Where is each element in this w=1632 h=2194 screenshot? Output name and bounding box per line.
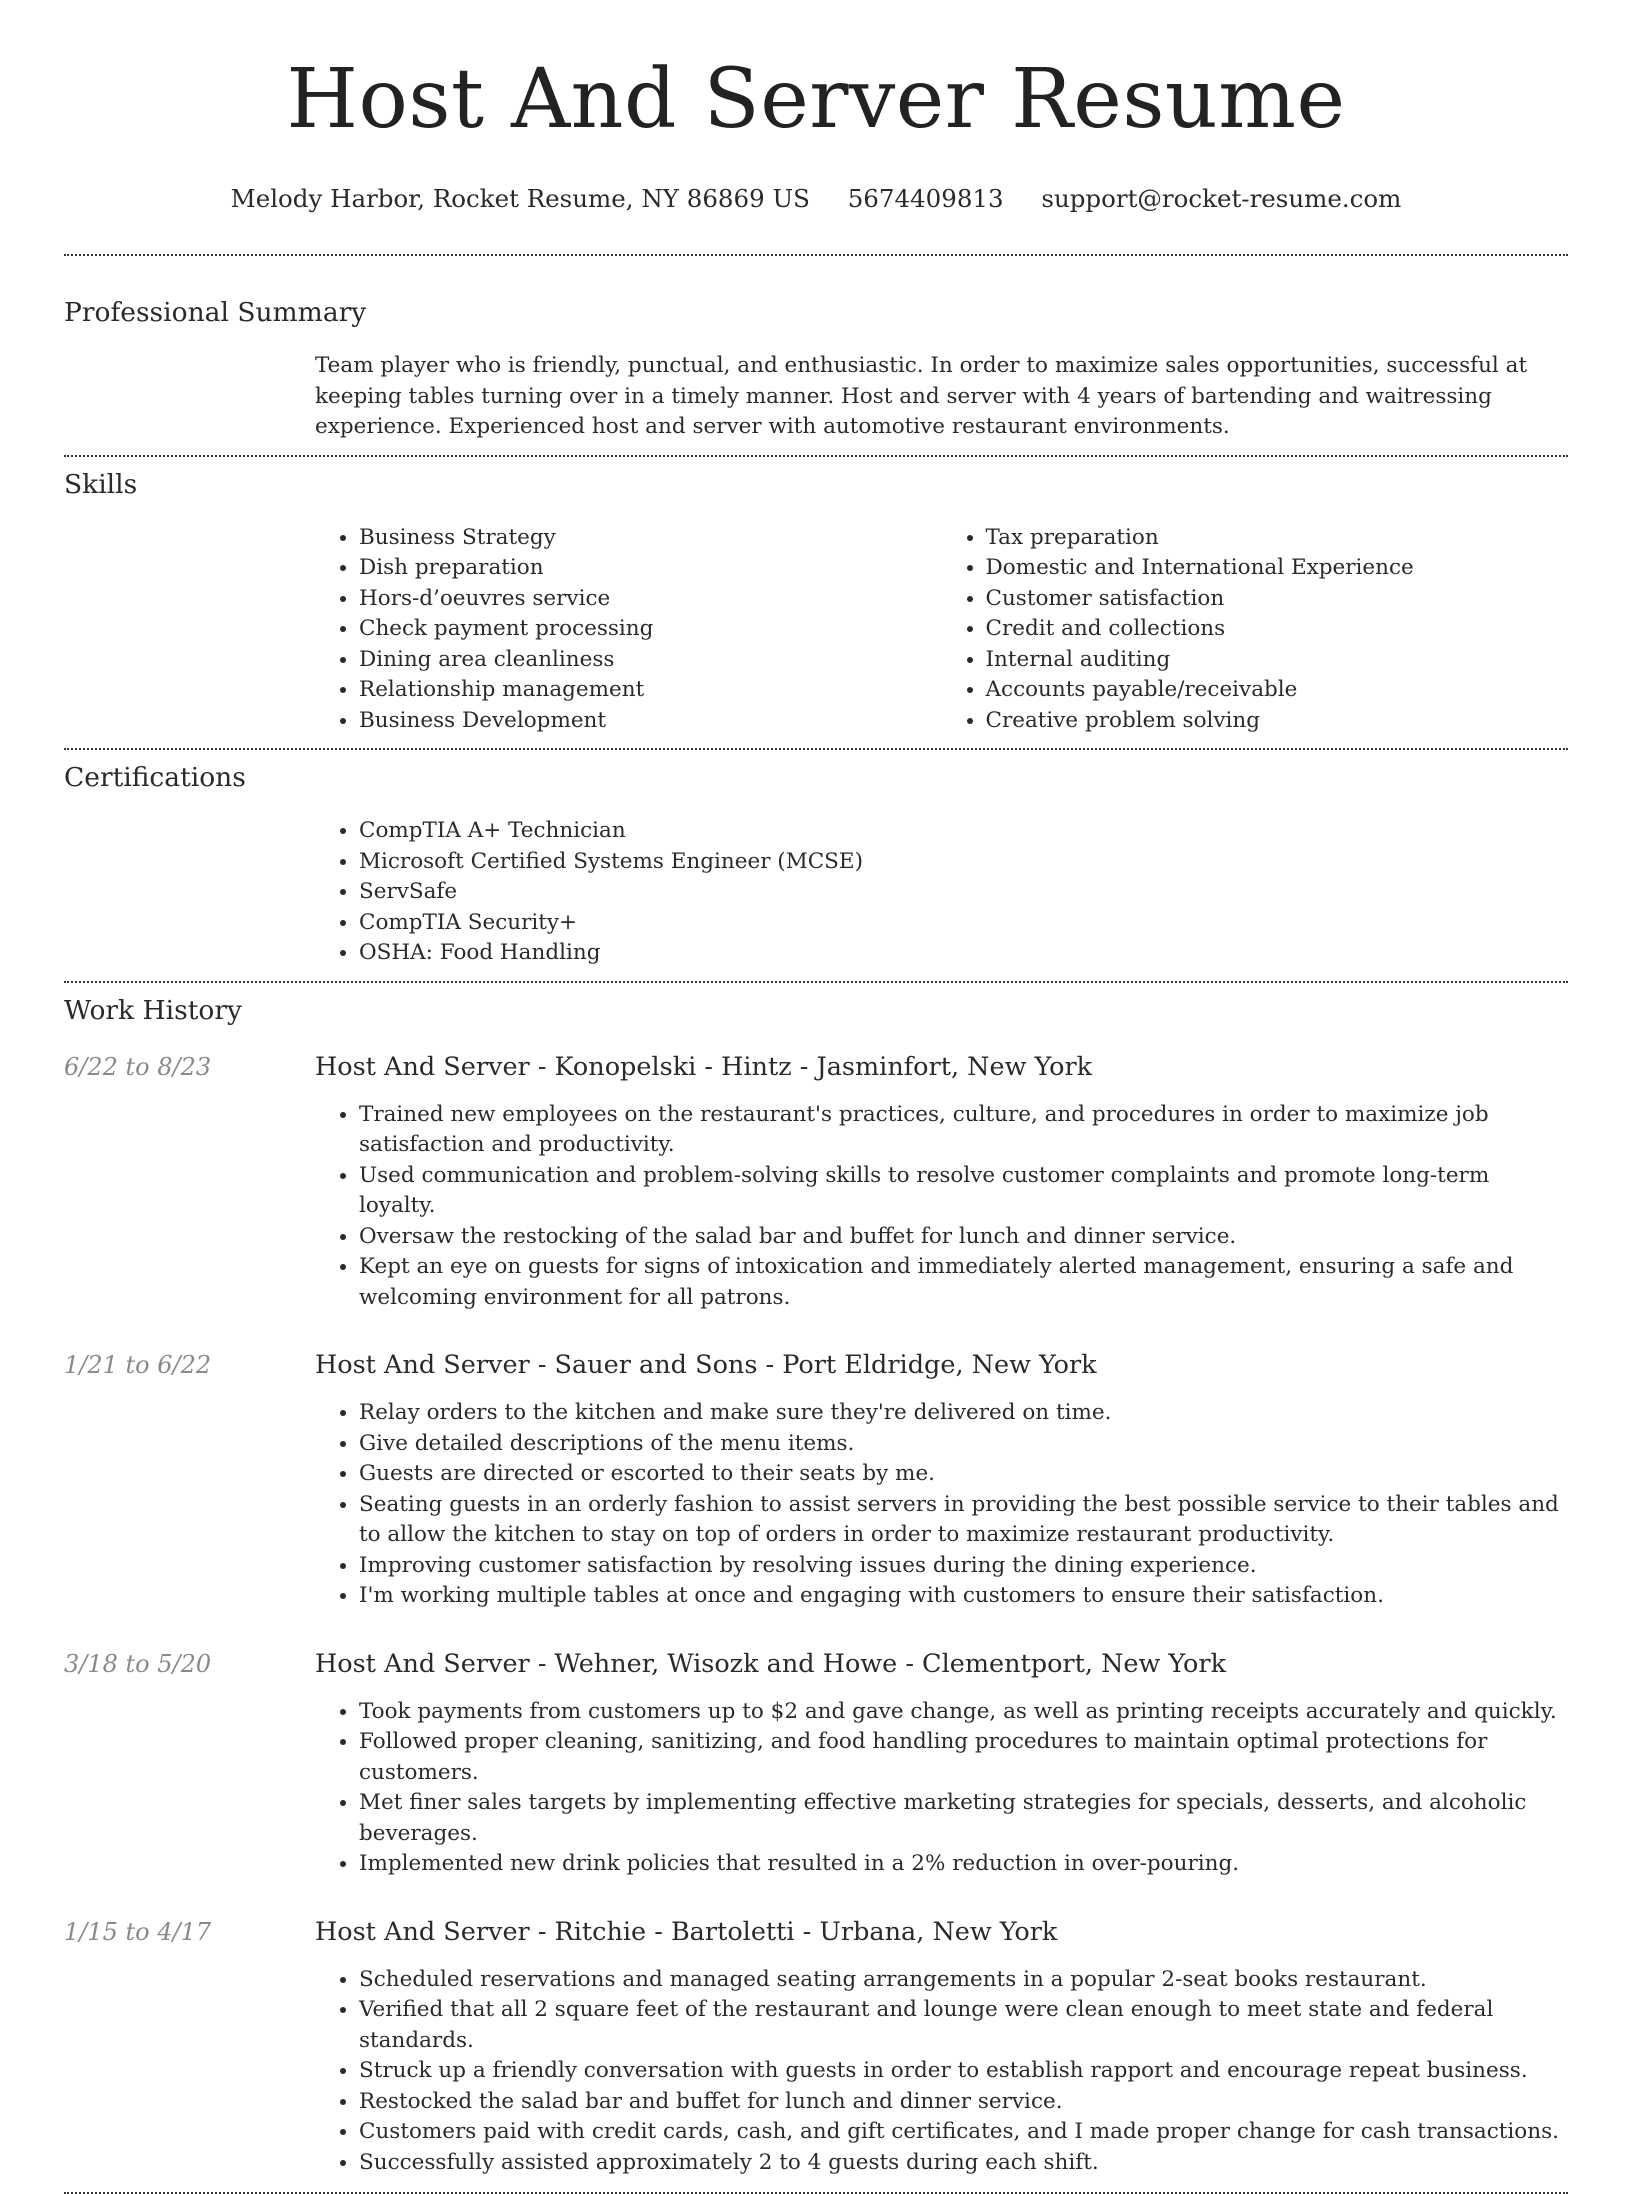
job-bullets [315, 1398, 1568, 1612]
section-divider [64, 254, 1568, 256]
list-item: • Improving customer satisfaction by resolving issues during the dining experience. [359, 1551, 1568, 1582]
list-item: • Dining area cleanliness [359, 645, 942, 676]
skills-heading: Skills [64, 468, 138, 500]
job-title: Host And Server - Wehner, Wisozk and Howe - Clementport, New York [315, 1648, 1227, 1679]
list-item: • I'm working multiple tables at once and engaging with customers to ensure their satisfaction. [359, 1581, 1568, 1612]
list-item: • Hors-d’oeuvres service [359, 584, 942, 615]
work-history-section [64, 995, 1568, 2179]
skills-section [64, 469, 1568, 737]
list-item: • Business Development [359, 706, 942, 737]
job-bullets [315, 1965, 1568, 2179]
certifications-heading: Certifications [64, 762, 246, 793]
skills-list-left [315, 523, 942, 737]
list-item: • ServSafe [359, 877, 1568, 908]
certifications-body [315, 816, 1568, 969]
list-item: • Customer satisfaction [986, 584, 1569, 615]
section-divider [64, 455, 1568, 457]
job-entry [64, 1649, 1568, 1880]
job-dates: 1/21 to 6/22 [64, 1351, 212, 1379]
list-item: • Took payments from customers up to $2 and gave change, as well as printing receipts accurately and quickly. [359, 1697, 1568, 1728]
list-item: • Accounts payable/receivable [986, 675, 1569, 706]
contact-phone: 5674409813 [847, 184, 1004, 213]
list-item: • Customers paid with credit cards, cash, and gift certificates, and I made proper change for cash transactions. [359, 2117, 1568, 2148]
list-item: • Dish preparation [359, 553, 942, 584]
job-bullets [315, 1100, 1568, 1314]
list-item: • Used communication and problem-solving skills to resolve customer complaints and promote long-term loyalty. [359, 1161, 1568, 1222]
job-entry [64, 1052, 1568, 1314]
list-item: • Credit and collections [986, 614, 1569, 645]
job-title: Host And Server - Sauer and Sons - Port Eldridge, New York [315, 1350, 1097, 1380]
list-item: • Successfully assisted approximately 2 to 4 guests during each shift. [359, 2148, 1568, 2179]
list-item: • Guests are directed or escorted to their seats by me. [359, 1459, 1568, 1490]
resume-page [64, 0, 1568, 2194]
list-item: • Implemented new drink policies that resulted in a 2% reduction in over-pouring. [359, 1849, 1568, 1880]
job-dates: 6/22 to 8/23 [64, 1052, 212, 1081]
job-entry [64, 1350, 1568, 1612]
list-item: • Met finer sales targets by implementing effective marketing strategies for specials, desserts, and alcoholic beverages. [359, 1788, 1568, 1849]
certifications-section [64, 762, 1568, 969]
list-item: • OSHA: Food Handling [359, 938, 1568, 969]
resume-title: Host And Server Resume [286, 52, 1346, 147]
list-item: • Scheduled reservations and managed seating arrangements in a popular 2-seat books restaurant. [359, 1965, 1568, 1996]
skills-columns [315, 523, 1568, 737]
job-bullets [315, 1697, 1568, 1880]
list-item: • Relay orders to the kitchen and make sure they're delivered on time. [359, 1398, 1568, 1429]
job-dates: 3/18 to 5/20 [64, 1649, 212, 1678]
list-item: • Check payment processing [359, 614, 942, 645]
summary-text: Team player who is friendly, punctual, and enthusiastic. In order to maximize sales opportunities, successful at keeping tables turning over in a timely manner. Host and server with 4 years of bartending and waitressing experience. Experienced host and server with automotive restaurant environments. [315, 353, 1528, 439]
summary-heading: Professional Summary [64, 297, 367, 328]
list-item: • Creative problem solving [986, 706, 1569, 737]
job-title: Host And Server - Ritchie - Bartoletti - Urbana, New York [315, 1916, 1058, 1947]
section-divider [64, 981, 1568, 983]
section-divider [64, 748, 1568, 750]
list-item: • Seating guests in an orderly fashion to assist servers in providing the best possible service to their tables and to allow the kitchen to stay on top of orders in order to maximize restaurant productivity. [359, 1490, 1568, 1551]
list-item: • Verified that all 2 square feet of the restaurant and lounge were clean enough to meet state and federal standards. [359, 1995, 1568, 2056]
job-title: Host And Server - Konopelski - Hintz - Jasminfort, New York [315, 1051, 1093, 1082]
list-item: • CompTIA Security+ [359, 908, 1568, 939]
list-item: • Struck up a friendly conversation with guests in order to establish rapport and encourage repeat business. [359, 2056, 1568, 2087]
list-item: • Business Strategy [359, 523, 942, 554]
list-item: • Followed proper cleaning, sanitizing, and food handling procedures to maintain optimal protections for customers. [359, 1727, 1568, 1788]
contact-email: support@rocket-resume.com [1041, 184, 1402, 213]
skills-list-right [942, 523, 1569, 737]
work-history-heading: Work History [64, 994, 242, 1026]
list-item: • CompTIA A+ Technician [359, 816, 1568, 847]
list-item: • Trained new employees on the restaurant's practices, culture, and procedures in order to maximize job satisfaction and productivity. [359, 1100, 1568, 1161]
contact-address: Melody Harbor, Rocket Resume, NY 86869 US [230, 184, 810, 213]
certifications-list [315, 816, 1568, 969]
list-item: • Domestic and International Experience [986, 553, 1569, 584]
job-entry [64, 1917, 1568, 2179]
list-item: • Restocked the salad bar and buffet for lunch and dinner service. [359, 2087, 1568, 2118]
list-item: • Internal auditing [986, 645, 1569, 676]
summary-section [64, 297, 1568, 443]
job-dates: 1/15 to 4/17 [64, 1917, 212, 1946]
list-item: • Oversaw the restocking of the salad bar and buffet for lunch and dinner service. [359, 1222, 1568, 1253]
list-item: • Tax preparation [986, 523, 1569, 554]
contact-line [64, 184, 1568, 214]
list-item: • Give detailed descriptions of the menu items. [359, 1429, 1568, 1460]
list-item: • Kept an eye on guests for signs of intoxication and immediately alerted management, ensuring a safe and welcoming environment for all patrons. [359, 1252, 1568, 1313]
list-item: • Relationship management [359, 675, 942, 706]
list-item: • Microsoft Certified Systems Engineer (MCSE) [359, 847, 1568, 878]
